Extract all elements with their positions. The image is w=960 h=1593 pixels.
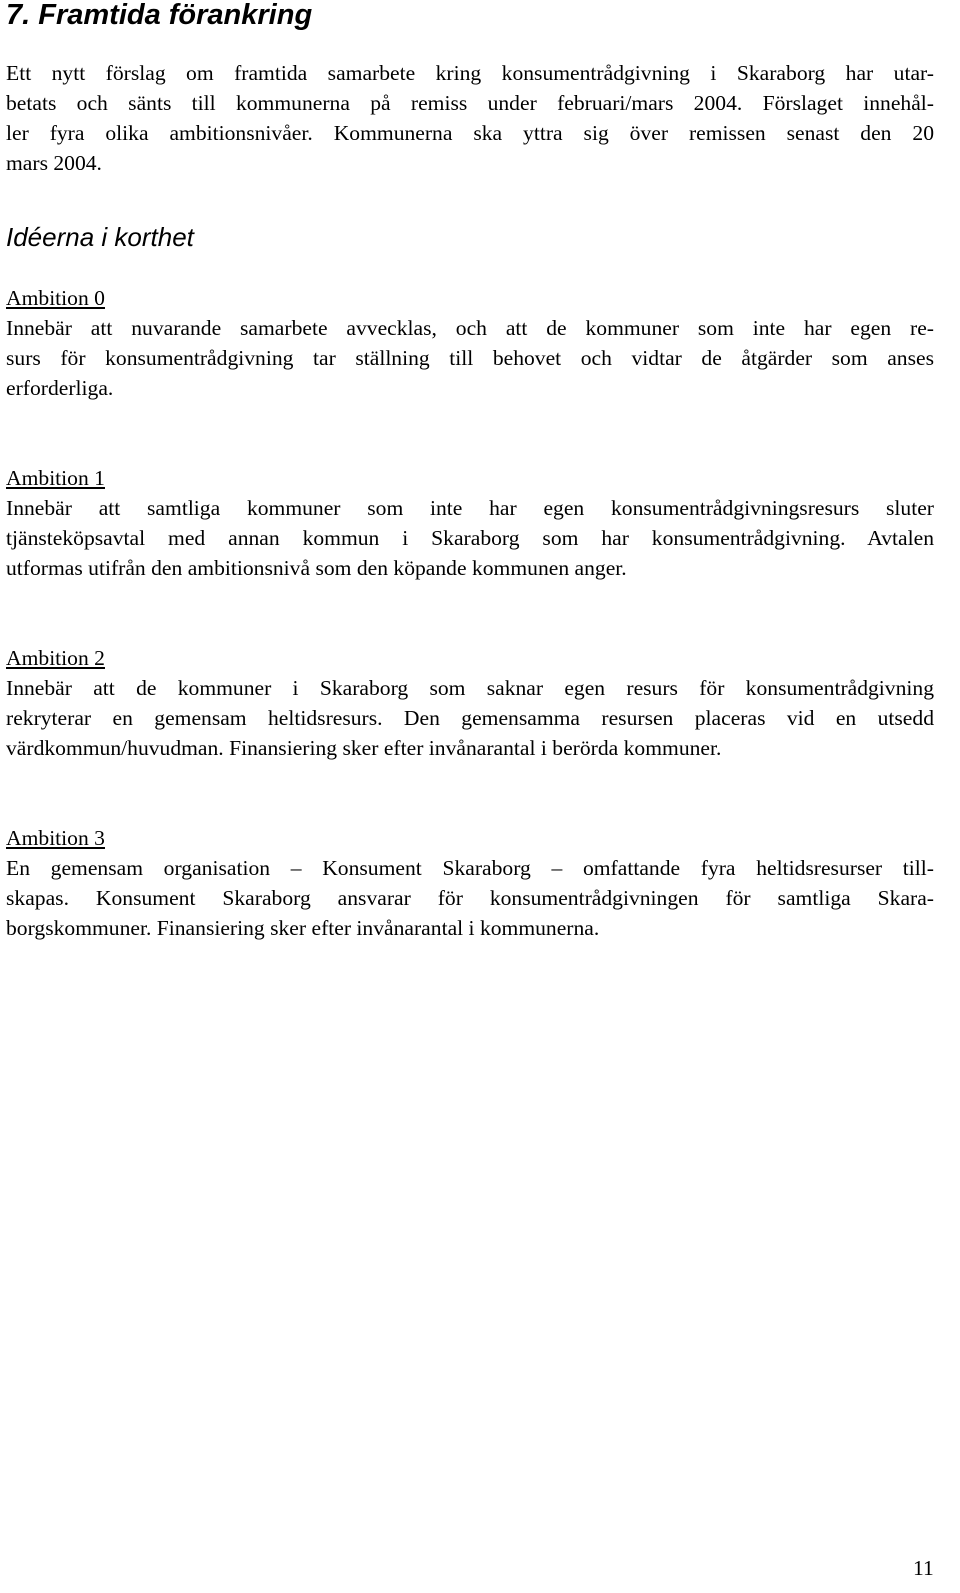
intro-line: betats och sänts till kommunerna på remiss under februari/mars 2004. Förslaget innehål-	[6, 91, 934, 115]
ambition-line: Innebär att nuvarande samarbete avvecklas, och att de kommuner som inte har egen re-	[6, 316, 934, 340]
ambition-line: Innebär att de kommuner i Skaraborg som saknar egen resurs för konsumentrådgivning	[6, 676, 934, 700]
ambition-2-block	[6, 643, 934, 763]
ambition-line: surs för konsumentrådgivning tar ställning till behovet och vidtar de åtgärder som anses	[6, 346, 934, 370]
intro-line: Ett nytt förslag om framtida samarbete kring konsumentrådgivning i Skaraborg har utar-	[6, 61, 934, 85]
ambition-line: skapas. Konsument Skaraborg ansvarar för konsumentrådgivningen för samtliga Skara-	[6, 886, 934, 910]
ambition-line: Innebär att samtliga kommuner som inte har egen konsumentrådgivningsresurs sluter	[6, 496, 934, 520]
ambition-title: Ambition 0	[6, 286, 105, 310]
ambition-1-block	[6, 463, 934, 583]
ambition-line: erforderliga.	[6, 376, 114, 400]
intro-line: ler fyra olika ambitionsnivåer. Kommunerna ska yttra sig över remissen senast den 20	[6, 121, 934, 145]
ambition-line: utformas utifrån den ambitionsnivå som den köpande kommunen anger.	[6, 556, 627, 580]
ambition-0-block	[6, 283, 934, 403]
ambition-line: borgskommuner. Finansiering sker efter invånarantal i kommunerna.	[6, 916, 600, 940]
intro-line: mars 2004.	[6, 151, 102, 175]
intro-paragraph	[6, 58, 934, 178]
ambition-3-block	[6, 823, 934, 943]
ambition-title: Ambition 1	[6, 466, 105, 490]
ambition-title: Ambition 3	[6, 826, 105, 850]
section-heading: 7. Framtida förankring	[6, 0, 313, 31]
ambition-line: tjänsteköpsavtal med annan kommun i Skaraborg som har konsumentrådgivning. Avtalen	[6, 526, 934, 550]
subheading: Idéerna i korthet	[6, 222, 194, 252]
ambition-line: rekryterar en gemensam heltidsresurs. Den gemensamma resursen placeras vid en utsedd	[6, 706, 934, 730]
ambition-line: En gemensam organisation – Konsument Skaraborg – omfattande fyra heltidsresurser till-	[6, 856, 934, 880]
ambition-title: Ambition 2	[6, 646, 105, 670]
ambition-line: värdkommun/huvudman. Finansiering sker efter invånarantal i berörda kommuner.	[6, 736, 722, 760]
page-number: 11	[913, 1556, 934, 1580]
